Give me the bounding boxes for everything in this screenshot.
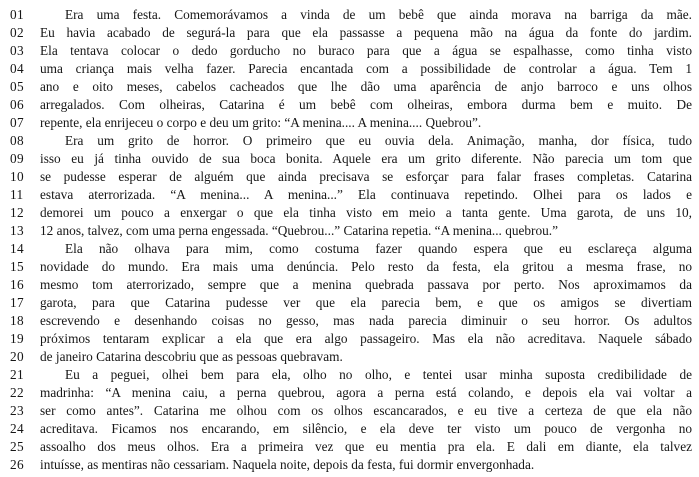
line-text: intuísse, as mentiras não cessariam. Naquela noite, depois da festa, fui dormir envergonhada. [40, 457, 535, 472]
line-number: 08 [10, 133, 25, 148]
text-line [10, 78, 692, 96]
line-text: Ela tentava colocar o dedo gorducho no buraco para que a água se espalhasse, como tinha visto [40, 43, 692, 58]
line-number: 23 [10, 403, 25, 418]
line-number: 04 [10, 61, 25, 76]
text-line [10, 402, 692, 420]
line-text: isso eu já tinha ouvido de sua boca bonita. Aquele era um grito diferente. Não parecia um tom que [40, 151, 692, 166]
line-text: Ela não olhava para mim, como costuma fazer quando espera que eu esclareça alguma [65, 241, 692, 256]
text-line [10, 258, 692, 276]
text-line [10, 96, 692, 114]
line-number: 18 [10, 313, 25, 328]
line-number: 20 [10, 349, 25, 364]
line-number: 11 [10, 187, 24, 202]
line-text: arregalados. Com olheiras, Catarina é um bebê com olheiras, embora durma bem e muito. De [40, 97, 692, 112]
line-number: 15 [10, 259, 25, 274]
text-line [10, 42, 692, 60]
line-text: madrinha: “A menina caiu, a perna quebrou, agora a perna está colando, e depois ela vai voltar a [40, 385, 692, 400]
text-line [10, 438, 692, 456]
line-number: 14 [10, 241, 25, 256]
line-text: acreditava. Ficamos nos encarando, em silêncio, e ela deve ter visto um pouco de vergonha no [40, 421, 692, 436]
text-line [10, 24, 692, 42]
line-text: Eu havia acabado de segurá-la para que ela passasse a pequena mão na água da fonte do jardim. [40, 25, 692, 40]
line-text: novidade do mundo. Era mais uma denúncia. Pelo resto da festa, ela gritou a mesma frase, no [40, 259, 692, 274]
line-text: estava aterrorizada. “A menina... A menina...” Ela continuava repetindo. Olhei para os lados e [40, 187, 692, 202]
line-text: demorei um pouco a enxergar o que ela tinha visto em meio a tanta gente. Uma garota, de uns 10, [40, 205, 692, 220]
line-text: mesmo tom aterrorizado, sempre que a menina quebrada passava por perto. Nos aproximamos da [40, 277, 692, 292]
line-number: 17 [10, 295, 25, 310]
line-text: garota, para que Catarina pudesse ver que ela parecia bem, e que os amigos se divertiam [40, 295, 692, 310]
line-number: 03 [10, 43, 25, 58]
line-text: próximos tentaram explicar a ela que era algo passageiro. Mas ela não acreditava. Naquele sábado [40, 331, 692, 346]
text-line [10, 384, 692, 402]
text-line [10, 276, 692, 294]
text-line [10, 294, 692, 312]
line-text: 12 anos, talvez, com uma perna engessada. “Quebrou...” Catarina repetia. “A menina... quebrou.” [40, 223, 559, 238]
line-number: 13 [10, 223, 25, 238]
line-text: Era um grito de horror. O primeiro que eu ouvia dela. Animação, manha, dor física, tudo [65, 133, 692, 148]
text-line [10, 186, 692, 204]
text-line [10, 222, 692, 240]
line-number: 22 [10, 385, 25, 400]
line-number: 10 [10, 169, 25, 184]
line-number: 25 [10, 439, 25, 454]
line-text: ano e oito meses, cabelos cacheados que lhe dão uma aparência de anjo barroco e uns olhos [40, 79, 692, 94]
text-line [10, 330, 692, 348]
line-text: de janeiro Catarina descobriu que as pessoas quebravam. [40, 349, 343, 364]
line-number: 02 [10, 25, 25, 40]
text-line [10, 132, 692, 150]
text-line [10, 204, 692, 222]
line-text: uma criança mais velha fazer. Parecia encantada com a possibilidade de controlar a água. Tem 1 [40, 61, 692, 76]
text-line [10, 456, 692, 474]
line-text: Eu a peguei, olhei bem para ela, olho no olho, e tentei usar minha suposta credibilidade de [65, 367, 692, 382]
text-line [10, 366, 692, 384]
line-text: escrevendo e desenhando coisas no gesso, mas nada parecia diminuir o seu horror. Os adultos [40, 313, 692, 328]
text-line [10, 60, 692, 78]
text-line [10, 420, 692, 438]
line-number: 21 [10, 367, 25, 382]
text-line [10, 312, 692, 330]
line-number: 16 [10, 277, 25, 292]
line-number: 06 [10, 97, 25, 112]
line-text: repente, ela enrijeceu o corpo e deu um grito: “A menina.... A menina.... Quebrou”. [40, 115, 482, 130]
text-line [10, 114, 692, 132]
line-number: 24 [10, 421, 25, 436]
line-number: 19 [10, 331, 25, 346]
line-text: Era uma festa. Comemorávamos a vinda de um bebê que ainda morava na barriga da mãe. [65, 7, 692, 22]
line-text: ser como antes”. Catarina me olhou com os olhos escancarados, e eu tive a certeza de que ela não [40, 403, 692, 418]
line-number: 07 [10, 115, 25, 130]
line-number: 01 [10, 7, 25, 22]
line-number: 26 [10, 457, 25, 472]
line-text: assoalho dos meus olhos. Era a primeira vez que eu mentia pra ela. E dali em diante, ela talvez [40, 439, 692, 454]
line-text: se pudesse esperar de alguém que ainda precisava se esforçar para falar frases completas. Catarina [40, 169, 692, 184]
text-line [10, 6, 692, 24]
line-number: 12 [10, 205, 25, 220]
text-line [10, 240, 692, 258]
text-line [10, 348, 692, 366]
text-line [10, 150, 692, 168]
text-line [10, 168, 692, 186]
line-number: 05 [10, 79, 25, 94]
line-number: 09 [10, 151, 25, 166]
